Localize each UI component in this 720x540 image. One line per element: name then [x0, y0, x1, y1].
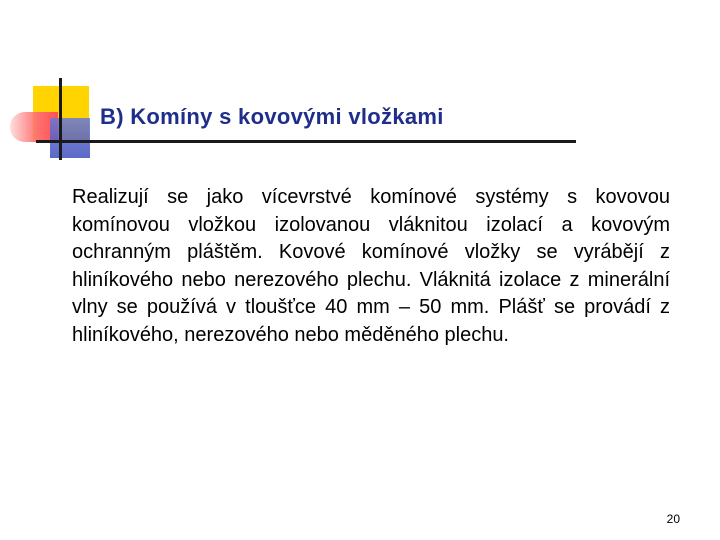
page-number: 20	[666, 512, 680, 526]
blue-square-decoration	[50, 118, 90, 158]
vertical-line-decoration	[59, 78, 62, 160]
slide-title: B) Komíny s kovovými vložkami	[100, 104, 444, 129]
title-underline	[36, 140, 576, 143]
slide-logo-decoration	[0, 0, 120, 170]
slide-body-text: Realizují se jako vícevrstvé komínové systémy s kovovou komínovou vložkou izolovanou vláknitou izolací a kovovým ochranným pláštěm. Kovové komínové vložky se vyrábějí z hliníkového nebo nerezového plechu. Vláknitá izolace z minerální vlny se používá v tloušťce 40 mm – 50 mm. Plášť se provádí z hliníkového, nerezového nebo měděného plechu.	[72, 186, 670, 346]
